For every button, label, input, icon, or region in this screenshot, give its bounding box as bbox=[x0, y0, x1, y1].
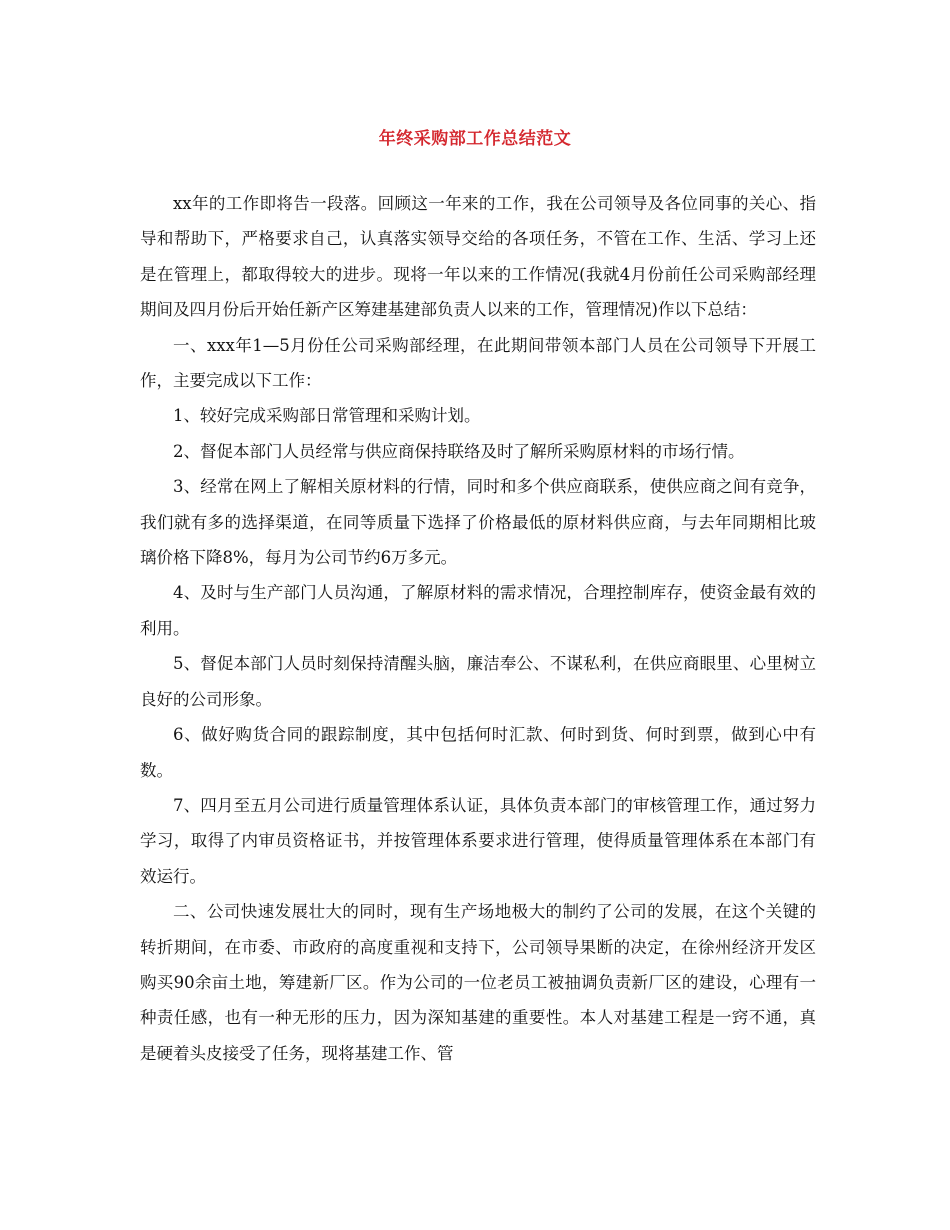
paragraph-item-3: 3、经常在网上了解相关原材料的行情，同时和多个供应商联系，使供应商之间有竞争，我们就有多的选择渠道，在同等质量下选择了价格最低的原材料供应商，与去年同期相比玻璃价格下降8%，每月为公司节约6万多元。 bbox=[140, 477, 816, 568]
paragraph-section-one: 一、xxx年1—5月份任公司采购部经理，在此期间带领本部门人员在公司领导下开展工作，主要完成以下工作： bbox=[140, 335, 816, 391]
paragraph-item-2: 2、督促本部门人员经常与供应商保持联络及时了解所采购原材料的市场行情。 bbox=[173, 441, 745, 461]
paragraph-section-two: 二、公司快速发展壮大的同时，现有生产场地极大的制约了公司的发展，在这个关键的转折期间，在市委、市政府的高度重视和支持下，公司领导果断的决定，在徐州经济开发区购买90余亩土地，筹建新厂区。作为公司的一位老员工被抽调负责新厂区的建设，心理有一种责任感，也有一种无形的压力，因为深知基建的重要性。本人对基建工程是一窍不通，真是硬着头皮接受了任务，现将基建工作、管 bbox=[140, 902, 816, 1063]
paragraph-item-7: 7、四月至五月公司进行质量管理体系认证，具体负责本部门的审核管理工作，通过努力学习，取得了内审员资格证书，并按管理体系要求进行管理，使得质量管理体系在本部门有效运行。 bbox=[140, 795, 816, 886]
paragraph-item-5: 5、督促本部门人员时刻保持清醒头脑，廉洁奉公、不谋私利，在供应商眼里、心里树立良好的公司形象。 bbox=[140, 654, 816, 709]
document-title: 年终采购部工作总结范文 bbox=[378, 129, 572, 149]
paragraph-item-1: 1、较好完成采购部日常管理和采购计划。 bbox=[173, 406, 481, 426]
paragraph-item-6: 6、做好购货合同的跟踪制度，其中包括何时汇款、何时到货、何时到票，做到心中有数。 bbox=[140, 725, 816, 780]
paragraph-intro: xx年的工作即将告一段落。回顾这一年来的工作，我在公司领导及各位同事的关心、指导和帮助下，严格要求自己，认真落实领导交给的各项任务，不管在工作、生活、学习上还是在管理上，都取得较大的进步。现将一年以来的工作情况(我就4月份前任公司采购部经理期间及四月份后开始任新产区筹建基建部负责人以来的工作，管理情况)作以下总结： bbox=[140, 194, 816, 320]
paragraph-item-4: 4、及时与生产部门人员沟通，了解原材料的需求情况，合理控制库存，使资金最有效的利用。 bbox=[140, 583, 816, 638]
document-body bbox=[140, 186, 816, 1071]
